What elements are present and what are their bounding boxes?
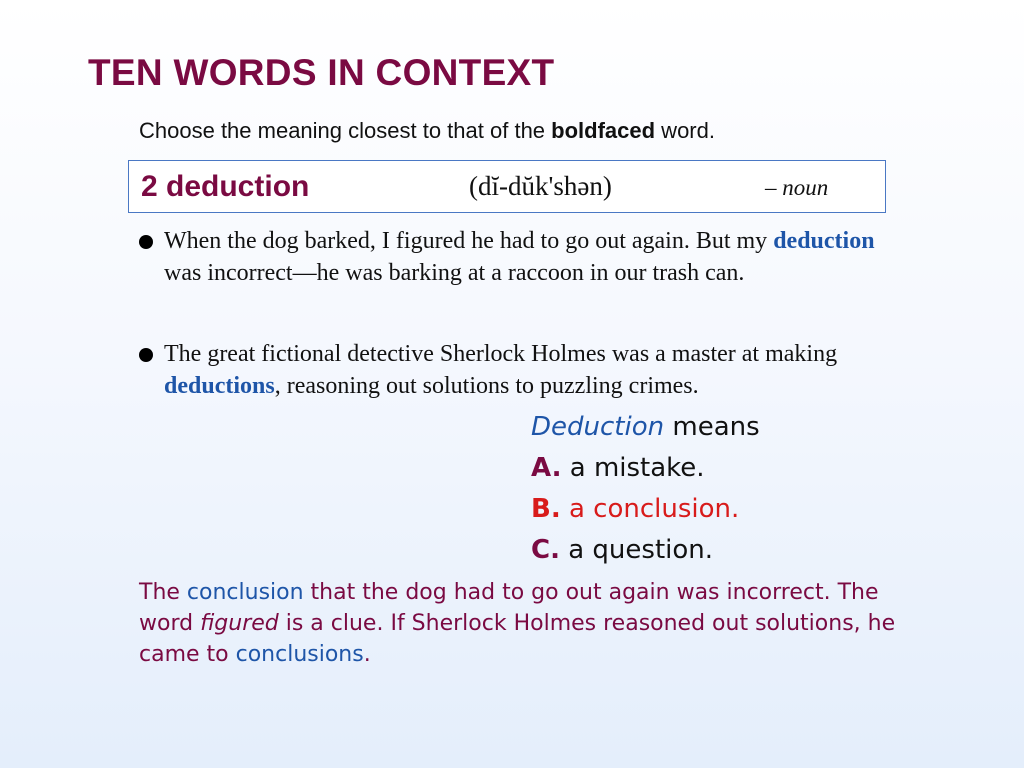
explanation-part: The <box>139 580 187 605</box>
instruction-after: word. <box>655 118 715 143</box>
slide-title: TEN WORDS IN CONTEXT <box>88 52 555 93</box>
choice-b-correct[interactable] <box>531 494 760 535</box>
example-sentence-1 <box>139 225 904 289</box>
choice-text: a conclusion. <box>560 494 740 524</box>
explanation-keyword: conclusions <box>235 642 364 667</box>
example-text-before: The great fictional detective Sherlock Holmes was a master at making <box>164 341 838 367</box>
explanation-part: that the dog had to go out again was incorrect. The word <box>139 580 879 636</box>
example-text-after: , reasoning out solutions to puzzling crimes. <box>274 373 699 399</box>
example-text <box>164 338 904 402</box>
example-keyword: deduction <box>773 228 875 254</box>
explanation-clue-word: figured <box>200 611 279 636</box>
bullet-icon <box>139 348 153 362</box>
question-stem-text: means <box>664 412 760 442</box>
headword: 2 deduction <box>141 170 310 203</box>
question-term: Deduction <box>531 412 665 442</box>
word-entry-box <box>128 160 886 213</box>
choice-c[interactable] <box>531 535 760 576</box>
explanation-text <box>139 577 899 670</box>
example-keyword: deductions <box>164 373 275 399</box>
choice-letter: A. <box>531 453 562 483</box>
example-text <box>164 225 904 289</box>
example-text-before: When the dog barked, I figured he had to go out again. But my <box>164 228 774 254</box>
explanation-keyword: conclusion <box>186 580 304 605</box>
choice-a[interactable] <box>531 453 760 494</box>
example-text-after: was incorrect—he was barking at a raccoon in our trash can. <box>164 260 745 286</box>
choice-text: a mistake. <box>561 453 705 483</box>
choice-text: a question. <box>559 535 714 565</box>
explanation-part: . <box>363 642 371 667</box>
instruction-before: Choose the meaning closest to that of the <box>139 118 552 143</box>
choice-letter: C. <box>531 535 560 565</box>
answer-choices <box>531 412 760 576</box>
explanation-part: is a clue. If Sherlock Holmes reasoned out solutions, he came to <box>139 611 896 667</box>
question-stem <box>531 412 760 453</box>
bullet-icon <box>139 235 153 249</box>
instruction-bold-word: boldfaced <box>551 118 656 143</box>
pronunciation: (dĭ-dŭk'shən) <box>469 171 612 201</box>
example-sentence-2 <box>139 338 904 402</box>
choice-letter: B. <box>531 494 561 524</box>
part-of-speech: – noun <box>765 175 829 200</box>
instruction-text <box>139 118 715 144</box>
